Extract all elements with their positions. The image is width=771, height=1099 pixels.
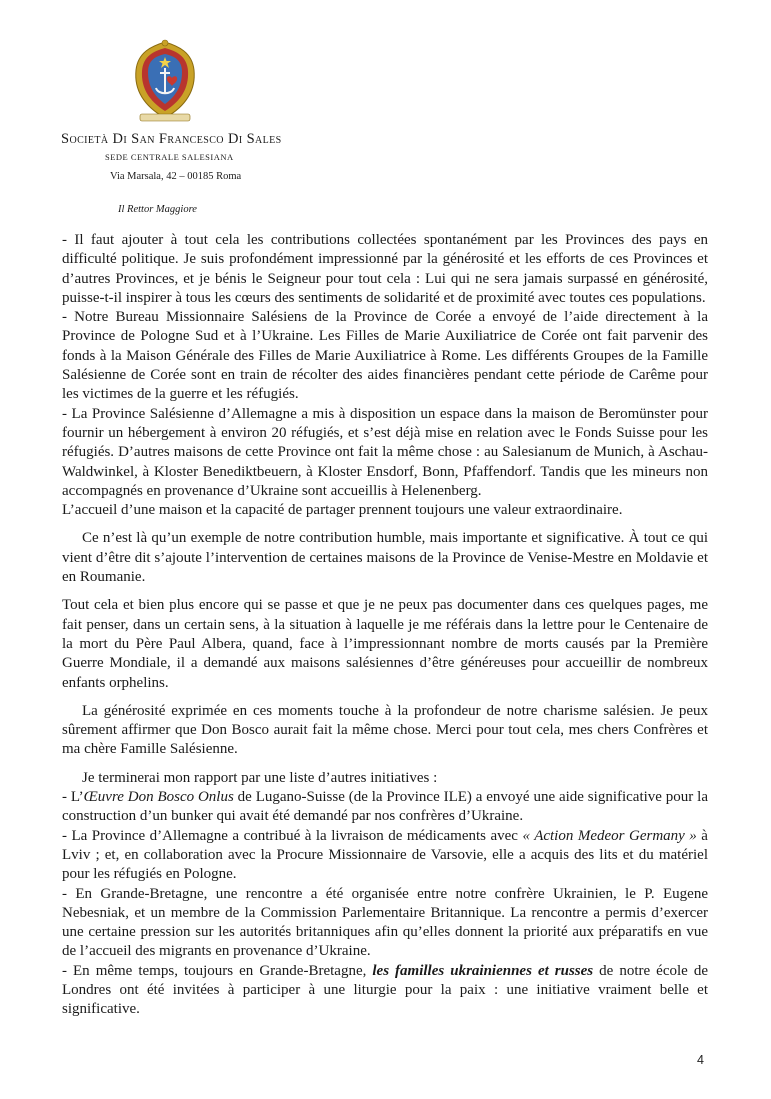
paragraph: - Il faut ajouter à tout cela les contributions collectées spontanément par les Provinces des pays en difficulté politique. Je suis profondément impressionné par la générosité et les efforts de ces Provinces et d’autres Provinces, et je bénis le Seigneur pour tout cela : Lui qui ne sera jamais surpassé en générosité, puisse-t-il inspirer à tous les cœurs des sentiments de solidarité et de proximité avec toutes ces populations. — [62, 232, 708, 306]
emphasis-text: les familles ukrainiennes et russes — [372, 962, 594, 979]
salesian-crest-logo — [130, 38, 200, 126]
paragraph: Ce n’est là qu’un exemple de notre contribution humble, mais importante et significative. À tout ce qui vient d’être dit s’ajoute l’intervention de certaines maisons de la Province de Venise-Mestre en Moldavie et en Roumanie. — [62, 530, 708, 586]
list-item: - En Grande-Bretagne, une rencontre a été organisée entre notre confrère Ukrainien, le P. Eugene Nebesniak, et un membre de la Commission Parlementaire Britannique. La rencontre a permis d’exercer une certaine pression sur les autorités britanniques afin qu’elles donnent la priorité aux préparatifs en vue de l’accueil des migrants en provenance d’Ukraine. — [62, 885, 708, 960]
organization-address: Via Marsala, 42 – 00185 Roma — [110, 171, 242, 182]
organization-subtitle: SEDE CENTRALE SALESIANA — [105, 152, 234, 162]
paragraph: L’accueil d’une maison et la capacité de partager prennent toujours une valeur extraordinaire. — [62, 502, 623, 519]
list-item — [62, 962, 708, 1020]
signer-title: Il Rettor Maggiore — [118, 204, 197, 215]
paragraph: Je terminerai mon rapport par une liste d’autres initiatives : — [82, 769, 438, 786]
emphasis-text: Œuvre Don Bosco Onlus — [83, 789, 234, 806]
paragraph: Tout cela et bien plus encore qui se passe et que je ne peux pas documenter dans ces quelques pages, me fait penser, dans un certain sens, à la situation à laquelle je me référais dans la lettre pour le Centenaire de la mort du Père Paul Albera, quand, face à l’impressionnant nombre de morts causés par la Première Guerre Mondiale, il a demandé aux maisons salésiennes d’être généreuses pour accueillir de nombreux enfants orphelins. — [62, 597, 708, 691]
paragraph: - Notre Bureau Missionnaire Salésiens de la Province de Corée a envoyé de l’aide directement à la Province de Pologne Sud et à l’Ukraine. Les Filles de Marie Auxiliatrice de Corée ont fait parvenir des fonds à la Maison Générale des Filles de Marie Auxiliatrice à Rome. Les différents Groupes de la Famille Salésienne de Corée sont en train de récolter des aides financières pendant cette période de Carême pour les victimes de la guerre et les réfugiés. — [62, 309, 708, 403]
text-run: - En même temps, toujours en Grande-Bretagne, — [62, 962, 373, 979]
organization-name: Società Di San Francesco Di Sales — [61, 131, 282, 147]
list-item — [62, 788, 708, 827]
paragraph: La générosité exprimée en ces moments touche à la profondeur de notre charisme salésien. Je peux sûrement affirmer que Don Bosco aurait fait la même chose. Merci pour tout cela, mes chers Confrères et ma chère Famille Salésienne. — [62, 702, 708, 758]
text-run: à Lviv ; et, en collaboration avec la Procure Missionnaire de Varsovie, elle a acquis des lits et du matériel pour les réfugiés en Pologne. — [62, 827, 708, 883]
text-run: - La Province d’Allemagne a contribué à la livraison de médicaments avec — [62, 827, 523, 844]
list-item — [62, 827, 708, 885]
letter-body — [62, 231, 708, 1020]
paragraph: - La Province Salésienne d’Allemagne a mis à disposition un espace dans la maison de Beromünster pour fournir un hébergement à environ 20 réfugiés, et s’est déjà mise en relation avec le Fonds Suisse pour les réfugiés. D’autres maisons de cette Province ont fait la même chose : au Salesianum de Munich, à Aschau-Waldwinkel, à Kloster Benediktbeuern, à Kloster Ensdorf, Bonn, Pfaffendorf. Tandis que les mineurs non accompagnés en provenance d’Ukraine sont accueillis à Helenenberg. — [62, 405, 708, 499]
page-number: 4 — [697, 1053, 704, 1067]
text-run: - L’ — [62, 789, 84, 806]
text-run: de Lugano-Suisse (de la Province ILE) a envoyé une aide significative pour la construction d’un bunker qui avait été demandé par nos confrères d’Ukraine. — [62, 789, 708, 825]
emphasis-text: « Action Medeor Germany » — [522, 827, 697, 844]
text-run: de notre école de Londres ont été invitées à participer à une liturgie pour la paix : une initiative vraiment belle et significative. — [62, 962, 708, 1018]
